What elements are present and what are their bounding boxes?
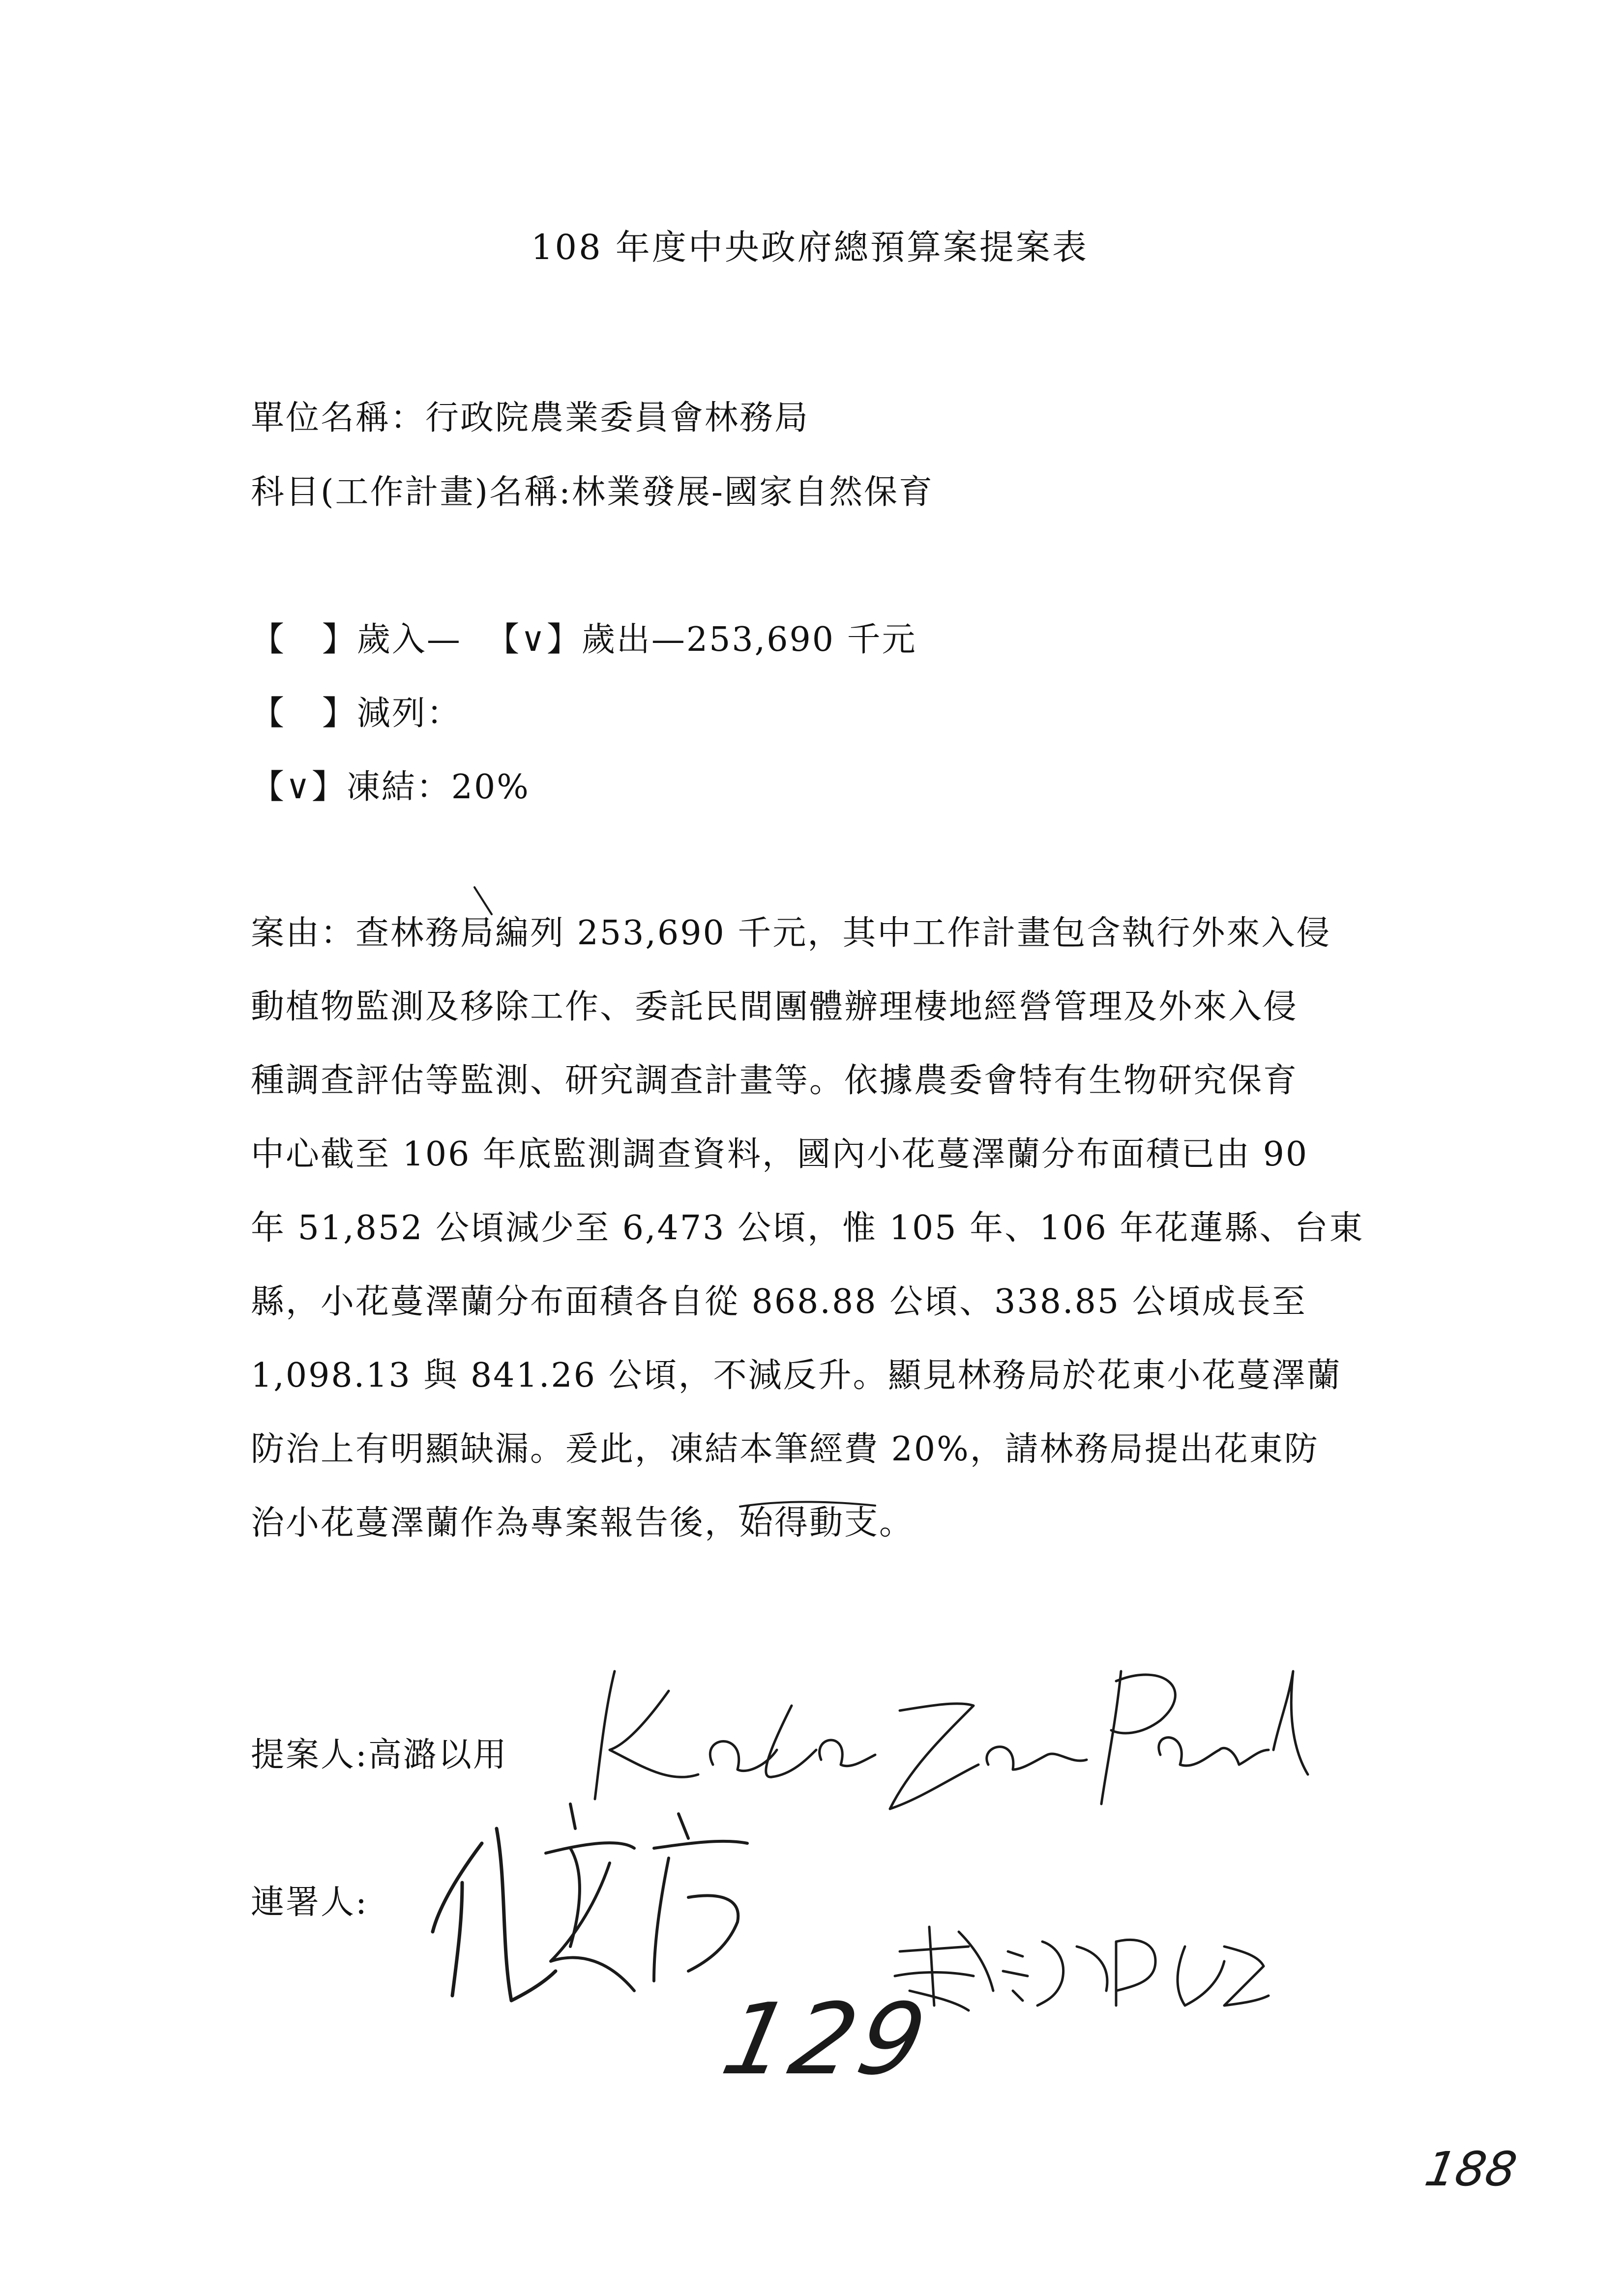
reason-line-1: 案由：查林務局編列 253,690 千元，其中工作計畫包含執行外來入侵 bbox=[251, 914, 1331, 953]
unit-name-line: 單位名稱：行政院農業委員會林務局 bbox=[251, 399, 810, 437]
reason-line-8: 防治上有明顯缺漏。爰此，凍結本筆經費 20%，請林務局提出花東防 bbox=[251, 1430, 1319, 1469]
reason-line-4: 中心截至 106 年底監測調查資料，國內小花蔓澤蘭分布面積已由 90 bbox=[251, 1135, 1309, 1174]
reason-line-2: 動植物監測及移除工作、委託民間團體辦理棲地經營管理及外來入侵 bbox=[251, 988, 1299, 1026]
handwritten-tick-mark bbox=[472, 885, 502, 919]
reason-line-7: 1,098.13 與 841.26 公頃，不減反升。顯見林務局於花東小花蔓澤蘭 bbox=[251, 1356, 1342, 1395]
reason-line-5: 年 51,852 公頃減少至 6,473 公頃，惟 105 年、106 年花蓮縣、台東 bbox=[251, 1209, 1364, 1248]
handwritten-number: 129 bbox=[713, 1982, 940, 2097]
cosigner-signature-1 bbox=[423, 1784, 777, 2040]
proposer-label: 提案人:高潞以用 bbox=[251, 1736, 508, 1774]
cosigner-signature-2 bbox=[880, 1922, 1269, 2020]
page-title: 108 年度中央政府總預算案提案表 bbox=[531, 227, 1089, 267]
reason-line-3: 種調查評估等監測、研究調查計畫等。依據農委會特有生物研究保育 bbox=[251, 1061, 1299, 1100]
reason-line-9: 治小花蔓澤蘭作為專案報告後，始得動支。 bbox=[251, 1504, 915, 1542]
cosigner-label: 連署人: bbox=[251, 1883, 368, 1922]
reason-line-6: 縣，小花蔓澤蘭分布面積各自從 868.88 公頃、338.85 公頃成長至 bbox=[251, 1282, 1307, 1321]
revenue-expenditure-line: 【 】歲入— 【∨】歲出—253,690 千元 bbox=[251, 620, 917, 659]
freeze-line: 【∨】凍結：20% bbox=[251, 768, 530, 807]
subject-name-line: 科目(工作計畫)名稱:林業發展-國家自然保育 bbox=[251, 473, 934, 512]
reduction-line: 【 】減列： bbox=[251, 694, 462, 733]
page-number: 188 bbox=[1421, 2142, 1521, 2197]
handwritten-underline-mark bbox=[738, 1497, 885, 1516]
